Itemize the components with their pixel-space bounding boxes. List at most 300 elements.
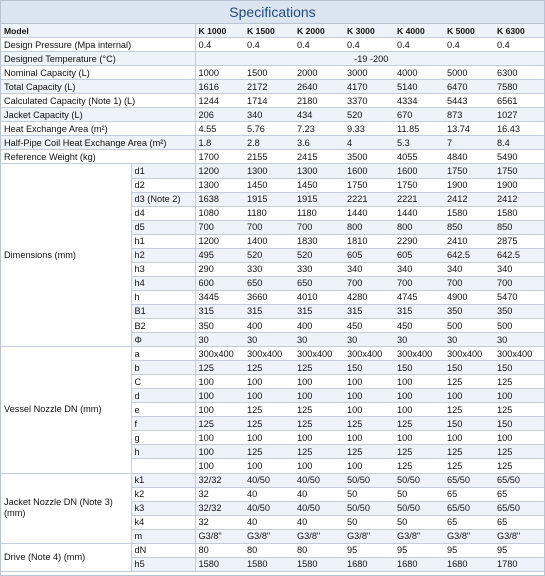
value-cell: 2180 (294, 94, 344, 108)
value-cell: 1810 (344, 234, 394, 248)
value-cell: 2221 (344, 192, 394, 206)
value-cell: 1714 (244, 94, 294, 108)
value-cell: 4.55 (195, 122, 244, 136)
sub-label: k4 (131, 515, 195, 529)
value-cell: 125 (244, 417, 294, 431)
model-header-cell: K 5000 (444, 24, 494, 38)
value-cell: 30 (294, 333, 344, 347)
value-cell: 100 (344, 459, 394, 473)
value-cell: 400 (294, 318, 344, 332)
value-cell: 4000 (394, 66, 444, 80)
model-header-cell: K 1000 (195, 24, 244, 38)
value-cell: 50/50 (344, 501, 394, 515)
value-cell: 125 (494, 459, 544, 473)
value-cell: 520 (244, 248, 294, 262)
value-cell: 4170 (344, 80, 394, 94)
value-cell: 1580 (294, 557, 344, 571)
value-cell: 100 (394, 389, 444, 403)
value-cell: 40 (244, 487, 294, 501)
value-cell: 1700 (195, 150, 244, 164)
value-cell: 125 (494, 445, 544, 459)
value-cell: 100 (195, 389, 244, 403)
value-cell: 65 (494, 515, 544, 529)
value-cell: 0.4 (195, 38, 244, 52)
value-cell: 340 (394, 262, 444, 276)
value-cell: 315 (244, 304, 294, 318)
value-cell: 350 (195, 318, 244, 332)
value-cell: 100 (344, 375, 394, 389)
value-cell: 6470 (444, 80, 494, 94)
value-cell: 100 (444, 431, 494, 445)
value-cell: 1680 (444, 557, 494, 571)
value-cell: 125 (444, 459, 494, 473)
row-label: Total Capacity (L) (1, 80, 195, 94)
value-cell: G3/8" (394, 529, 444, 543)
value-cell: 150 (444, 417, 494, 431)
model-header-cell: K 1500 (244, 24, 294, 38)
value-cell: 1080 (195, 206, 244, 220)
value-cell: 1580 (244, 557, 294, 571)
sub-label: d (131, 389, 195, 403)
value-cell: 1915 (294, 192, 344, 206)
value-cell: 1680 (344, 557, 394, 571)
value-cell: 450 (394, 318, 444, 332)
table-row (1, 80, 544, 94)
value-cell: G3/8" (294, 529, 344, 543)
value-cell: 50/50 (394, 473, 444, 487)
value-cell: 300x400 (195, 347, 244, 361)
sub-label: k3 (131, 501, 195, 515)
value-cell: 3660 (244, 290, 294, 304)
value-cell: 100 (294, 375, 344, 389)
value-cell: 125 (444, 375, 494, 389)
value-cell: 340 (244, 108, 294, 122)
sub-label: dN (131, 543, 195, 557)
value-cell: 670 (394, 108, 444, 122)
value-cell: 125 (344, 417, 394, 431)
value-cell: 125 (195, 417, 244, 431)
value-cell: 500 (494, 318, 544, 332)
value-cell: 4010 (294, 290, 344, 304)
value-cell: 50 (394, 515, 444, 529)
value-cell: 330 (294, 262, 344, 276)
table-row (1, 66, 544, 80)
sub-label: d5 (131, 220, 195, 234)
value-cell: 1300 (195, 178, 244, 192)
value-cell: 125 (294, 361, 344, 375)
row-label: Nominal Capacity (L) (1, 66, 195, 80)
value-cell: 100 (344, 403, 394, 417)
value-cell: 65/50 (494, 501, 544, 515)
value-cell: 13.74 (444, 122, 494, 136)
value-cell: 100 (195, 403, 244, 417)
sub-label: h (131, 290, 195, 304)
value-cell: 125 (195, 361, 244, 375)
value-cell: 100 (444, 389, 494, 403)
value-cell: 8.4 (494, 136, 544, 150)
value-cell: 2875 (494, 234, 544, 248)
model-header-cell: K 4000 (394, 24, 444, 38)
value-cell: 1200 (195, 234, 244, 248)
value-cell: 1780 (494, 557, 544, 571)
value-cell: 2410 (444, 234, 494, 248)
value-cell: 0.4 (494, 38, 544, 52)
value-cell: 1600 (344, 164, 394, 178)
value-cell: 5470 (494, 290, 544, 304)
sub-label: B1 (131, 304, 195, 318)
model-header-cell: K 2000 (294, 24, 344, 38)
value-cell: 4055 (394, 150, 444, 164)
value-cell: 5490 (494, 150, 544, 164)
value-cell: 3500 (344, 150, 394, 164)
value-cell: 315 (195, 304, 244, 318)
value-cell: 150 (494, 417, 544, 431)
value-cell: 65 (444, 487, 494, 501)
table-title: Specifications (1, 1, 544, 24)
sub-label: e (131, 403, 195, 417)
value-cell: 700 (344, 276, 394, 290)
value-cell: 40 (294, 515, 344, 529)
value-cell: 65/50 (444, 501, 494, 515)
sub-label: d2 (131, 178, 195, 192)
value-cell: 32/32 (195, 501, 244, 515)
sub-label: d3 (Note 2) (131, 192, 195, 206)
value-cell: 2290 (394, 234, 444, 248)
value-cell: 1400 (244, 234, 294, 248)
value-cell: 80 (195, 543, 244, 557)
value-cell: G3/8" (195, 529, 244, 543)
value-cell: 3.6 (294, 136, 344, 150)
value-cell: G3/8" (494, 529, 544, 543)
value-cell: 300x400 (244, 347, 294, 361)
value-cell: 315 (394, 304, 444, 318)
value-cell: 495 (195, 248, 244, 262)
row-label: Calculated Capacity (Note 1) (L) (1, 94, 195, 108)
value-cell: 1900 (444, 178, 494, 192)
value-cell: 2415 (294, 150, 344, 164)
value-cell: 0.4 (244, 38, 294, 52)
value-cell: 300x400 (444, 347, 494, 361)
value-cell: G3/8" (344, 529, 394, 543)
group-label: Drive (Note 4) (mm) (1, 543, 131, 571)
value-cell: 1830 (294, 234, 344, 248)
value-cell: 100 (195, 375, 244, 389)
value-cell: 434 (294, 108, 344, 122)
value-cell: 873 (444, 108, 494, 122)
value-cell: 30 (195, 333, 244, 347)
value-cell: 100 (294, 431, 344, 445)
value-cell: 0.4 (394, 38, 444, 52)
sub-label: k2 (131, 487, 195, 501)
value-cell: 32/32 (195, 473, 244, 487)
value-cell: 4 (344, 136, 394, 150)
value-cell: 4840 (444, 150, 494, 164)
value-cell: G3/8" (244, 529, 294, 543)
value-cell: 700 (294, 220, 344, 234)
value-cell: 50/50 (344, 473, 394, 487)
value-cell: 3445 (195, 290, 244, 304)
row-label: Jacket Capacity (L) (1, 108, 195, 122)
value-cell: 125 (444, 403, 494, 417)
value-cell: 100 (294, 389, 344, 403)
sub-label: h2 (131, 248, 195, 262)
value-cell: 4900 (444, 290, 494, 304)
value-cell: 1180 (244, 206, 294, 220)
value-cell: 50 (344, 515, 394, 529)
value-cell: 7 (444, 136, 494, 150)
value-cell: 206 (195, 108, 244, 122)
sub-label: Φ (131, 333, 195, 347)
value-cell: 125 (294, 445, 344, 459)
table-row (1, 122, 544, 136)
table-row (1, 347, 544, 361)
value-cell: 125 (494, 403, 544, 417)
value-cell: 5.76 (244, 122, 294, 136)
model-header-cell: K 6300 (494, 24, 544, 38)
value-cell: 520 (294, 248, 344, 262)
group-label: Vessel Nozzle DN (mm) (1, 347, 131, 473)
value-cell: 125 (394, 445, 444, 459)
value-cell: 1616 (195, 80, 244, 94)
value-cell: 0.4 (444, 38, 494, 52)
value-cell: 315 (344, 304, 394, 318)
table-body (1, 24, 544, 571)
value-cell: 4745 (394, 290, 444, 304)
value-cell: 700 (444, 276, 494, 290)
group-label: Jacket Nozzle DN (Note 3) (mm) (1, 473, 131, 543)
specifications-table (1, 24, 544, 572)
value-cell: 95 (394, 543, 444, 557)
value-cell: 1450 (244, 178, 294, 192)
value-cell: 6561 (494, 94, 544, 108)
value-cell: 7580 (494, 80, 544, 94)
value-cell: 1000 (195, 66, 244, 80)
value-cell: 65/50 (444, 473, 494, 487)
table-row (1, 136, 544, 150)
value-cell: 1750 (494, 164, 544, 178)
value-cell: 125 (294, 403, 344, 417)
value-cell: 340 (444, 262, 494, 276)
value-cell: 65/50 (494, 473, 544, 487)
value-cell: 125 (244, 403, 294, 417)
value-cell: 1750 (444, 164, 494, 178)
value-cell: 1244 (195, 94, 244, 108)
value-cell: 100 (244, 431, 294, 445)
table-row (1, 108, 544, 122)
value-cell: 350 (444, 304, 494, 318)
value-cell: 4280 (344, 290, 394, 304)
value-cell: 125 (344, 445, 394, 459)
value-cell: 2155 (244, 150, 294, 164)
value-cell: 40/50 (244, 473, 294, 487)
sub-label: d4 (131, 206, 195, 220)
sub-label: f (131, 417, 195, 431)
value-cell: 500 (444, 318, 494, 332)
value-cell: 300x400 (494, 347, 544, 361)
value-cell: 290 (195, 262, 244, 276)
value-cell: 642.5 (494, 248, 544, 262)
value-cell: 1300 (244, 164, 294, 178)
value-cell: 125 (444, 445, 494, 459)
value-cell: 1580 (444, 206, 494, 220)
value-cell: 2000 (294, 66, 344, 80)
value-cell: 1638 (195, 192, 244, 206)
value-cell: 1750 (394, 178, 444, 192)
value-cell: 1.8 (195, 136, 244, 150)
value-cell: 40 (244, 515, 294, 529)
value-cell: 100 (244, 459, 294, 473)
value-cell: 100 (294, 459, 344, 473)
value-cell: 1580 (494, 206, 544, 220)
value-cell: 100 (394, 403, 444, 417)
value-cell: 32 (195, 487, 244, 501)
value-cell: 40/50 (294, 473, 344, 487)
value-cell: 642.5 (444, 248, 494, 262)
value-cell: 650 (244, 276, 294, 290)
value-cell: 150 (394, 361, 444, 375)
value-cell: 1680 (394, 557, 444, 571)
table-row (1, 38, 544, 52)
value-cell: 1915 (244, 192, 294, 206)
sub-label: h (131, 445, 195, 459)
value-cell: 100 (195, 431, 244, 445)
value-cell: 1750 (344, 178, 394, 192)
value-cell: 850 (494, 220, 544, 234)
value-cell: 340 (494, 262, 544, 276)
sub-label: d1 (131, 164, 195, 178)
value-cell: 30 (444, 333, 494, 347)
value-cell: 605 (394, 248, 444, 262)
value-cell: 150 (344, 361, 394, 375)
value-cell: 100 (244, 375, 294, 389)
value-cell: 1500 (244, 66, 294, 80)
sub-label: a (131, 347, 195, 361)
value-cell: 2412 (444, 192, 494, 206)
model-header-cell: K 3000 (344, 24, 394, 38)
value-cell: 1450 (294, 178, 344, 192)
value-cell: 30 (244, 333, 294, 347)
row-label: Design Pressure (Mpa internal) (1, 38, 195, 52)
value-cell: 100 (394, 431, 444, 445)
sub-label: h4 (131, 276, 195, 290)
value-cell: 16.43 (494, 122, 544, 136)
value-cell: 5140 (394, 80, 444, 94)
value-cell: 3000 (344, 66, 394, 80)
table-row (1, 150, 544, 164)
row-label: Heat Exchange Area (m²) (1, 122, 195, 136)
value-cell: 95 (344, 543, 394, 557)
value-cell: 1440 (344, 206, 394, 220)
value-cell: 520 (344, 108, 394, 122)
value-cell: 400 (244, 318, 294, 332)
value-cell: 50 (344, 487, 394, 501)
value-cell: 5.3 (394, 136, 444, 150)
value-cell: 800 (344, 220, 394, 234)
value-cell: 30 (394, 333, 444, 347)
value-cell: 0.4 (344, 38, 394, 52)
sub-label: C (131, 375, 195, 389)
value-cell: 605 (344, 248, 394, 262)
sub-label: b (131, 361, 195, 375)
value-cell: 80 (244, 543, 294, 557)
value-cell: 1580 (195, 557, 244, 571)
value-cell: 1180 (294, 206, 344, 220)
header-label: Model (1, 24, 195, 38)
value-cell: 65 (494, 487, 544, 501)
value-cell: 100 (344, 431, 394, 445)
value-cell: 300x400 (344, 347, 394, 361)
sub-label (131, 459, 195, 473)
sub-label: h1 (131, 234, 195, 248)
value-cell: 95 (494, 543, 544, 557)
value-cell: 5443 (444, 94, 494, 108)
value-cell: 40/50 (294, 501, 344, 515)
value-cell: 1200 (195, 164, 244, 178)
value-cell: 65 (444, 515, 494, 529)
value-cell: 50/50 (394, 501, 444, 515)
value-cell: 1027 (494, 108, 544, 122)
table-row (1, 52, 544, 66)
header-row (1, 24, 544, 38)
value-cell: 100 (244, 389, 294, 403)
value-cell: 100 (195, 459, 244, 473)
value-cell: 100 (494, 389, 544, 403)
table-row (1, 164, 544, 178)
value-cell: 700 (394, 276, 444, 290)
value-cell: 2640 (294, 80, 344, 94)
value-cell: 4334 (394, 94, 444, 108)
row-label: Designed Temperature (°C) (1, 52, 195, 66)
value-cell: G3/8" (444, 529, 494, 543)
value-cell: 1900 (494, 178, 544, 192)
value-cell: 32 (195, 515, 244, 529)
value-cell: 315 (294, 304, 344, 318)
value-cell: 600 (195, 276, 244, 290)
value-cell: 340 (344, 262, 394, 276)
value-cell: 2.8 (244, 136, 294, 150)
value-cell: 125 (494, 375, 544, 389)
value-cell: 850 (444, 220, 494, 234)
value-cell: 11.85 (394, 122, 444, 136)
value-cell: 700 (195, 220, 244, 234)
value-cell: 330 (244, 262, 294, 276)
value-cell: 7.23 (294, 122, 344, 136)
value-cell: 1300 (294, 164, 344, 178)
table-row (1, 473, 544, 487)
value-cell: 100 (344, 389, 394, 403)
value-cell: 150 (444, 361, 494, 375)
value-cell: 125 (244, 445, 294, 459)
value-cell: 2172 (244, 80, 294, 94)
value-cell: 2412 (494, 192, 544, 206)
value-cell: 125 (394, 459, 444, 473)
value-cell: 5000 (444, 66, 494, 80)
value-cell: 125 (294, 417, 344, 431)
sub-label: h3 (131, 262, 195, 276)
value-cell: 150 (494, 361, 544, 375)
sub-label: B2 (131, 318, 195, 332)
value-cell: 9.33 (344, 122, 394, 136)
value-cell: 700 (244, 220, 294, 234)
value-cell: 100 (195, 445, 244, 459)
value-cell: 30 (344, 333, 394, 347)
sub-label: g (131, 431, 195, 445)
value-cell: 650 (294, 276, 344, 290)
value-cell: 100 (394, 375, 444, 389)
group-label: Dimensions (mm) (1, 164, 131, 347)
value-cell: 1600 (394, 164, 444, 178)
table-row (1, 94, 544, 108)
